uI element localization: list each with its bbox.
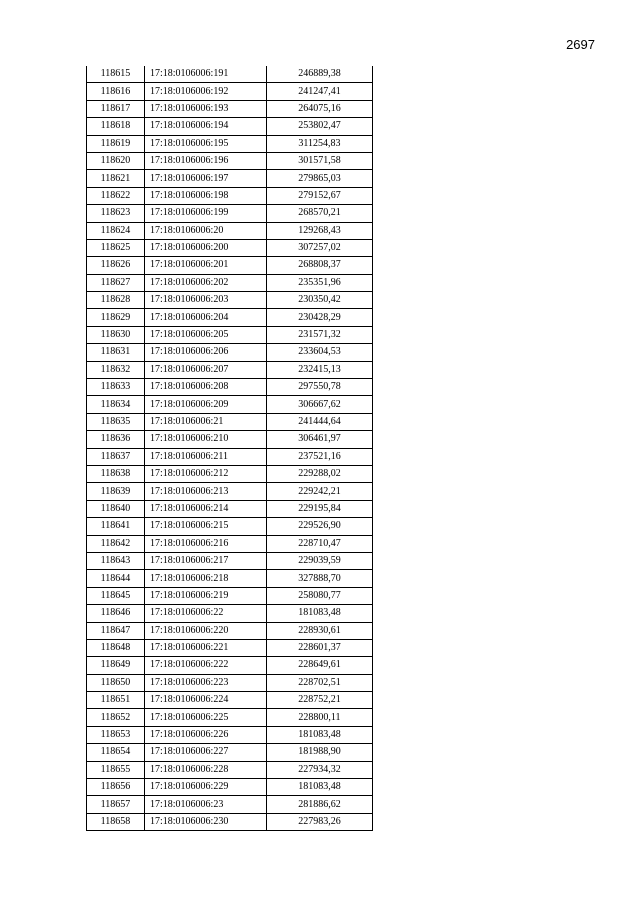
table-row — [87, 118, 373, 135]
cadastral-value-cell: 306667,62 — [267, 396, 373, 413]
cadastral-number-cell: 17:18:0106006:230 — [145, 813, 267, 830]
cadastral-number-cell: 17:18:0106006:209 — [145, 396, 267, 413]
cadastral-number-cell: 17:18:0106006:211 — [145, 448, 267, 465]
cadastral-number-cell: 17:18:0106006:219 — [145, 587, 267, 604]
cadastral-value-cell: 228601,37 — [267, 639, 373, 656]
row-number-cell: 118640 — [87, 500, 145, 517]
row-number-cell: 118638 — [87, 465, 145, 482]
cadastral-value-cell: 241444,64 — [267, 413, 373, 430]
row-number-cell: 118654 — [87, 744, 145, 761]
row-number-cell: 118623 — [87, 205, 145, 222]
row-number-cell: 118627 — [87, 274, 145, 291]
cadastral-value-cell: 229039,59 — [267, 552, 373, 569]
row-number-cell: 118630 — [87, 326, 145, 343]
cadastral-value-cell: 228710,47 — [267, 535, 373, 552]
row-number-cell: 118658 — [87, 813, 145, 830]
cadastral-value-cell: 181083,48 — [267, 605, 373, 622]
cadastral-number-cell: 17:18:0106006:196 — [145, 152, 267, 169]
table-row — [87, 448, 373, 465]
cadastral-value-cell: 235351,96 — [267, 274, 373, 291]
cadastral-number-cell: 17:18:0106006:23 — [145, 796, 267, 813]
cadastral-number-cell: 17:18:0106006:221 — [145, 639, 267, 656]
row-number-cell: 118646 — [87, 605, 145, 622]
row-number-cell: 118642 — [87, 535, 145, 552]
cadastral-number-cell: 17:18:0106006:222 — [145, 657, 267, 674]
table-row — [87, 239, 373, 256]
cadastral-value-cell: 229288,02 — [267, 465, 373, 482]
table-row — [87, 500, 373, 517]
cadastral-number-cell: 17:18:0106006:213 — [145, 483, 267, 500]
table-row — [87, 570, 373, 587]
cadastral-value-cell: 227983,26 — [267, 813, 373, 830]
row-number-cell: 118650 — [87, 674, 145, 691]
row-number-cell: 118655 — [87, 761, 145, 778]
cadastral-value-cell: 230428,29 — [267, 309, 373, 326]
cadastral-number-cell: 17:18:0106006:192 — [145, 83, 267, 100]
cadastral-number-cell: 17:18:0106006:194 — [145, 118, 267, 135]
row-number-cell: 118624 — [87, 222, 145, 239]
cadastral-number-cell: 17:18:0106006:204 — [145, 309, 267, 326]
cadastral-number-cell: 17:18:0106006:217 — [145, 552, 267, 569]
cadastral-number-cell: 17:18:0106006:206 — [145, 344, 267, 361]
cadastral-number-cell: 17:18:0106006:210 — [145, 431, 267, 448]
cadastral-value-cell: 258080,77 — [267, 587, 373, 604]
table-row — [87, 396, 373, 413]
row-number-cell: 118619 — [87, 135, 145, 152]
cadastral-value-cell: 237521,16 — [267, 448, 373, 465]
row-number-cell: 118617 — [87, 100, 145, 117]
row-number-cell: 118634 — [87, 396, 145, 413]
row-number-cell: 118616 — [87, 83, 145, 100]
cadastral-value-cell: 279152,67 — [267, 187, 373, 204]
cadastral-value-cell: 281886,62 — [267, 796, 373, 813]
row-number-cell: 118636 — [87, 431, 145, 448]
table-row — [87, 257, 373, 274]
cadastral-number-cell: 17:18:0106006:22 — [145, 605, 267, 622]
cadastral-number-cell: 17:18:0106006:200 — [145, 239, 267, 256]
cadastral-value-cell: 297550,78 — [267, 379, 373, 396]
row-number-cell: 118644 — [87, 570, 145, 587]
cadastral-number-cell: 17:18:0106006:215 — [145, 518, 267, 535]
row-number-cell: 118615 — [87, 66, 145, 83]
cadastral-number-cell: 17:18:0106006:227 — [145, 744, 267, 761]
cadastral-value-cell: 246889,38 — [267, 66, 373, 83]
table-row — [87, 622, 373, 639]
row-number-cell: 118639 — [87, 483, 145, 500]
table-row — [87, 639, 373, 656]
cadastral-number-cell: 17:18:0106006:229 — [145, 779, 267, 796]
table-row — [87, 326, 373, 343]
row-number-cell: 118649 — [87, 657, 145, 674]
table-row — [87, 431, 373, 448]
cadastral-value-cell: 229526,90 — [267, 518, 373, 535]
row-number-cell: 118645 — [87, 587, 145, 604]
cadastral-number-cell: 17:18:0106006:20 — [145, 222, 267, 239]
row-number-cell: 118652 — [87, 709, 145, 726]
row-number-cell: 118657 — [87, 796, 145, 813]
cadastral-number-cell: 17:18:0106006:214 — [145, 500, 267, 517]
cadastral-number-cell: 17:18:0106006:220 — [145, 622, 267, 639]
cadastral-value-cell: 181083,48 — [267, 726, 373, 743]
row-number-cell: 118641 — [87, 518, 145, 535]
cadastral-value-cell: 230350,42 — [267, 292, 373, 309]
cadastral-number-cell: 17:18:0106006:212 — [145, 465, 267, 482]
cadastral-number-cell: 17:18:0106006:223 — [145, 674, 267, 691]
cadastral-value-cell: 228649,61 — [267, 657, 373, 674]
table-row — [87, 309, 373, 326]
table-row — [87, 205, 373, 222]
cadastral-number-cell: 17:18:0106006:195 — [145, 135, 267, 152]
row-number-cell: 118625 — [87, 239, 145, 256]
row-number-cell: 118647 — [87, 622, 145, 639]
table-row — [87, 709, 373, 726]
cadastral-number-cell: 17:18:0106006:191 — [145, 66, 267, 83]
row-number-cell: 118628 — [87, 292, 145, 309]
table-row — [87, 796, 373, 813]
cadastral-value-cell: 228702,51 — [267, 674, 373, 691]
cadastral-value-cell: 228800,11 — [267, 709, 373, 726]
table-row — [87, 100, 373, 117]
table-row — [87, 726, 373, 743]
cadastral-value-cell: 301571,58 — [267, 152, 373, 169]
row-number-cell: 118635 — [87, 413, 145, 430]
cadastral-value-cell: 241247,41 — [267, 83, 373, 100]
cadastral-value-cell: 129268,43 — [267, 222, 373, 239]
row-number-cell: 118633 — [87, 379, 145, 396]
table-row — [87, 535, 373, 552]
table-row — [87, 344, 373, 361]
row-number-cell: 118651 — [87, 692, 145, 709]
cadastral-value-cell: 229195,84 — [267, 500, 373, 517]
cadastral-number-cell: 17:18:0106006:205 — [145, 326, 267, 343]
cadastral-value-cell: 181083,48 — [267, 779, 373, 796]
table-row — [87, 222, 373, 239]
row-number-cell: 118622 — [87, 187, 145, 204]
cadastral-value-cell: 268570,21 — [267, 205, 373, 222]
cadastral-number-cell: 17:18:0106006:216 — [145, 535, 267, 552]
table-row — [87, 413, 373, 430]
table-row — [87, 66, 373, 83]
cadastral-number-cell: 17:18:0106006:197 — [145, 170, 267, 187]
cadastral-number-cell: 17:18:0106006:228 — [145, 761, 267, 778]
cadastral-value-table — [86, 66, 373, 831]
cadastral-number-cell: 17:18:0106006:224 — [145, 692, 267, 709]
table-row — [87, 170, 373, 187]
table-row — [87, 518, 373, 535]
cadastral-number-cell: 17:18:0106006:218 — [145, 570, 267, 587]
page-number: 2697 — [566, 37, 595, 52]
table-row — [87, 744, 373, 761]
table-row — [87, 587, 373, 604]
cadastral-number-cell: 17:18:0106006:208 — [145, 379, 267, 396]
table-row — [87, 379, 373, 396]
table-body — [87, 66, 373, 831]
cadastral-value-cell: 228930,61 — [267, 622, 373, 639]
cadastral-number-cell: 17:18:0106006:203 — [145, 292, 267, 309]
table-row — [87, 657, 373, 674]
cadastral-value-cell: 279865,03 — [267, 170, 373, 187]
cadastral-number-cell: 17:18:0106006:207 — [145, 361, 267, 378]
cadastral-value-cell: 228752,21 — [267, 692, 373, 709]
row-number-cell: 118618 — [87, 118, 145, 135]
cadastral-number-cell: 17:18:0106006:226 — [145, 726, 267, 743]
table-row — [87, 274, 373, 291]
row-number-cell: 118637 — [87, 448, 145, 465]
row-number-cell: 118648 — [87, 639, 145, 656]
row-number-cell: 118656 — [87, 779, 145, 796]
row-number-cell: 118653 — [87, 726, 145, 743]
cadastral-number-cell: 17:18:0106006:199 — [145, 205, 267, 222]
table-row — [87, 465, 373, 482]
table-row — [87, 813, 373, 830]
cadastral-value-cell: 264075,16 — [267, 100, 373, 117]
cadastral-number-cell: 17:18:0106006:225 — [145, 709, 267, 726]
cadastral-value-cell: 232415,13 — [267, 361, 373, 378]
row-number-cell: 118626 — [87, 257, 145, 274]
table-row — [87, 692, 373, 709]
table-row — [87, 83, 373, 100]
row-number-cell: 118629 — [87, 309, 145, 326]
cadastral-number-cell: 17:18:0106006:201 — [145, 257, 267, 274]
cadastral-value-cell: 181988,90 — [267, 744, 373, 761]
cadastral-value-cell: 307257,02 — [267, 239, 373, 256]
table-row — [87, 779, 373, 796]
cadastral-value-cell: 327888,70 — [267, 570, 373, 587]
table-row — [87, 187, 373, 204]
cadastral-number-cell: 17:18:0106006:193 — [145, 100, 267, 117]
row-number-cell: 118621 — [87, 170, 145, 187]
cadastral-value-cell: 227934,32 — [267, 761, 373, 778]
row-number-cell: 118620 — [87, 152, 145, 169]
row-number-cell: 118643 — [87, 552, 145, 569]
table-row — [87, 135, 373, 152]
cadastral-value-cell: 268808,37 — [267, 257, 373, 274]
table-row — [87, 674, 373, 691]
row-number-cell: 118632 — [87, 361, 145, 378]
cadastral-value-cell: 253802,47 — [267, 118, 373, 135]
cadastral-value-cell: 311254,83 — [267, 135, 373, 152]
row-number-cell: 118631 — [87, 344, 145, 361]
cadastral-value-cell: 231571,32 — [267, 326, 373, 343]
cadastral-number-cell: 17:18:0106006:202 — [145, 274, 267, 291]
cadastral-value-cell: 233604,53 — [267, 344, 373, 361]
table-row — [87, 552, 373, 569]
table-row — [87, 292, 373, 309]
table-row — [87, 152, 373, 169]
cadastral-number-cell: 17:18:0106006:21 — [145, 413, 267, 430]
table-row — [87, 361, 373, 378]
table-row — [87, 761, 373, 778]
cadastral-number-cell: 17:18:0106006:198 — [145, 187, 267, 204]
table-row — [87, 483, 373, 500]
cadastral-value-cell: 306461,97 — [267, 431, 373, 448]
cadastral-value-cell: 229242,21 — [267, 483, 373, 500]
table-row — [87, 605, 373, 622]
